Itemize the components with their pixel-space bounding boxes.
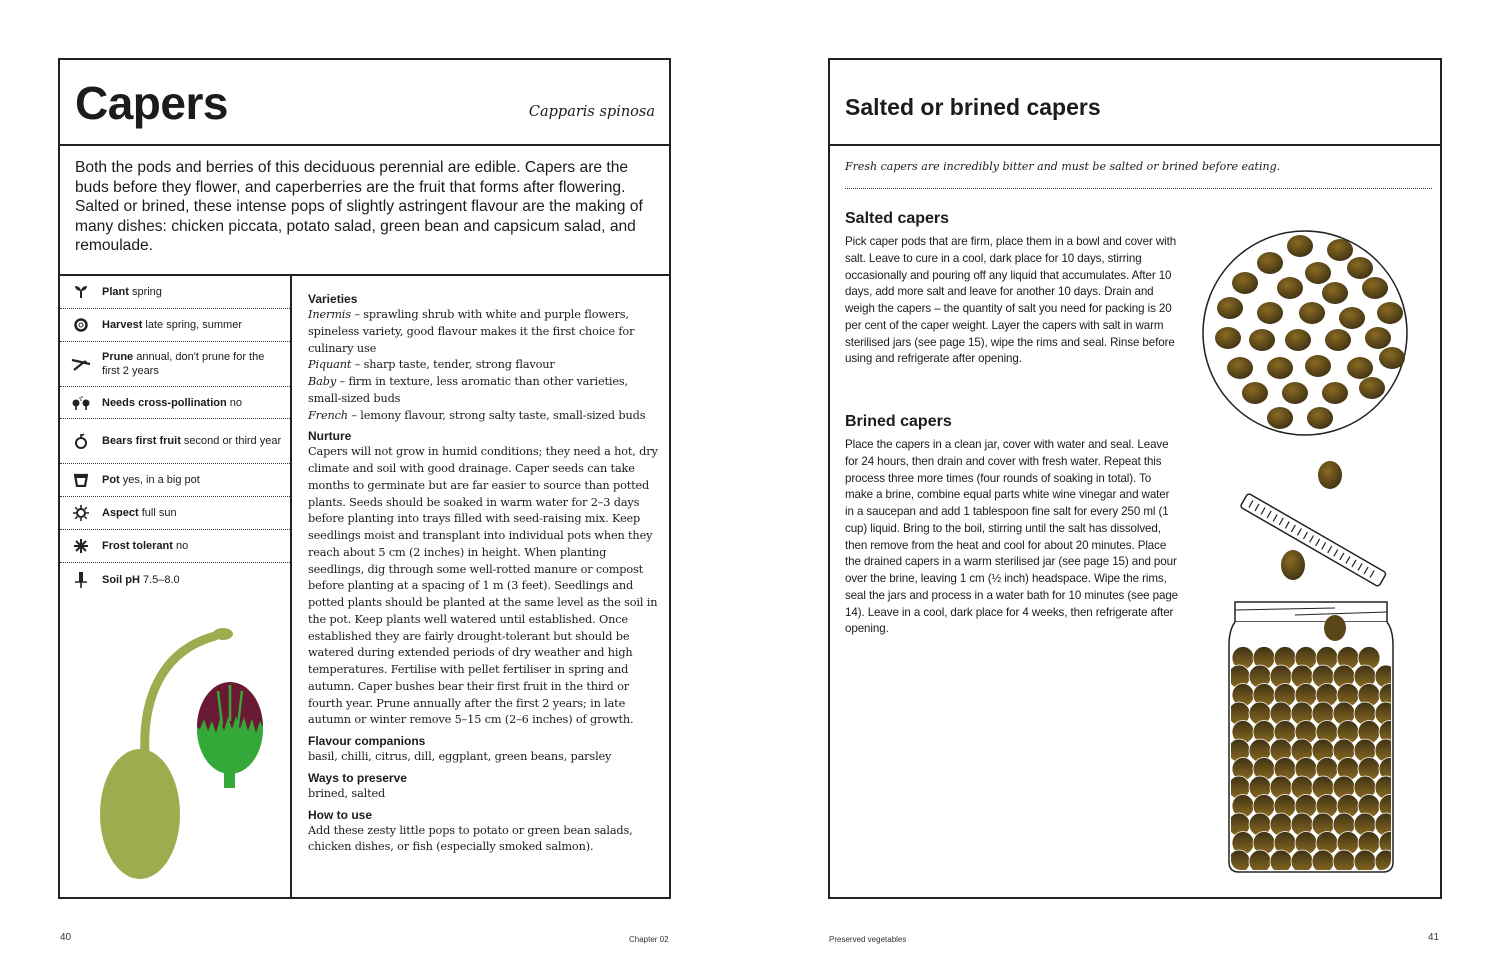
fact-text bbox=[102, 506, 177, 520]
variety-desc: – sharp taste, tender, strong flavour bbox=[351, 358, 555, 372]
page-title: Capers bbox=[75, 77, 228, 129]
caperberry-icon bbox=[100, 749, 180, 879]
variety-name: Piquant bbox=[308, 358, 352, 372]
fact-value: yes, in a big pot bbox=[119, 474, 200, 486]
fact-value: late spring, summer bbox=[142, 319, 243, 331]
how-to-use-heading: How to use bbox=[308, 807, 373, 822]
harvest-ring-icon bbox=[70, 318, 92, 332]
fact-text bbox=[102, 473, 200, 487]
soil-probe-icon bbox=[70, 572, 92, 588]
fact-text bbox=[102, 318, 242, 332]
fact-row bbox=[60, 276, 290, 309]
variety-item bbox=[308, 408, 659, 425]
fact-text bbox=[102, 573, 180, 587]
fact-label: Bears first fruit bbox=[102, 435, 181, 447]
salted-capers-body: Pick caper pods that are firm, place them in a bowl and cover with salt. Leave to cure in a cool, dark place for 10 days, stirring occasionally and pouring off any liquid that accumulates. After 10 days, add more salt and leave for another 10 days. Drain and weigh the capers – the quantity of salt you need for packing is 20 per cent of the caper weight. Layer the capers with salt in warm sterilised jars (see page 15), wipe the rims and seal. Rinse before using and refrigerate after opening. bbox=[845, 235, 1177, 366]
subtitle: Fresh capers are incredibly bitter and must be salted or brined before eating. bbox=[845, 160, 1281, 173]
variety-item bbox=[308, 357, 659, 374]
snowflake-icon bbox=[70, 539, 92, 553]
varieties-list bbox=[308, 307, 659, 424]
capers-profile-panel bbox=[58, 58, 671, 899]
fact-row bbox=[60, 464, 290, 497]
details-section bbox=[60, 276, 669, 897]
sun-icon bbox=[70, 505, 92, 521]
fact-label: Harvest bbox=[102, 319, 143, 331]
flavour-companions-body: basil, chilli, citrus, dill, eggplant, green beans, parsley bbox=[308, 750, 612, 763]
fact-row bbox=[60, 530, 290, 563]
variety-desc: – lemony flavour, strong salty taste, small-sized buds bbox=[347, 408, 646, 422]
nurture-heading: Nurture bbox=[308, 429, 352, 444]
pot-icon bbox=[70, 473, 92, 487]
nurture-body: Capers will not grow in humid conditions; they need a hot, dry climate and soil with good drainage. Caper seeds can take months to germinate but are far easier to source than potted plants. Seeds should be soaked in warm water for 2–3 days before planting into trays filled with seed-raising mix. Keep seedlings moist and transplant into individual pots when they reach about 5 cm (2 inches) in height. When planting seedlings, dig through some well-rotted manure or compost before planting at a spacing of 1 m (3 feet). Seedlings and potted plants should be planted at the same level as the soil in the pot. Keep plants well watered until established. Once established they are fairly drought-tolerant but should be watered during extended periods of dry weather and high temperatures. Fertilise with pellet fertiliser in spring and autumn. Caper bushes bear their first fruit in the third or fourth year. Prune annually after the first 2 years; in late autumn or winter remove 5–15 cm (2–6 inches) of growth. bbox=[308, 445, 658, 727]
brined-capers-jar-illustration bbox=[1225, 600, 1400, 875]
caper-illustration bbox=[90, 621, 270, 891]
fact-label: Plant bbox=[102, 286, 129, 298]
fact-row bbox=[60, 419, 290, 464]
fact-text bbox=[102, 396, 242, 410]
variety-desc: – sprawling shrub with white and purple flowers, spineless variety, good flavour makes it the first choice for culinary use bbox=[308, 308, 635, 355]
salted-capers-bowl-illustration bbox=[1200, 228, 1410, 438]
fact-row bbox=[60, 342, 290, 387]
main-column bbox=[293, 276, 669, 897]
variety-name: French bbox=[308, 408, 348, 422]
fact-text bbox=[102, 285, 162, 299]
fact-value: 7.5–8.0 bbox=[139, 573, 180, 586]
jar-lid-and-falling-capers bbox=[1230, 455, 1410, 615]
caper-bud-icon bbox=[197, 682, 263, 788]
page-title: Salted or brined capers bbox=[845, 94, 1101, 120]
facts-column bbox=[60, 276, 292, 897]
fact-row bbox=[60, 387, 290, 419]
fact-row bbox=[60, 497, 290, 530]
intro-paragraph: Both the pods and berries of this deciduous perennial are edible. Capers are the buds before they flower, and caperberries are the fruit that forms after flowering. Salted or brined, these intense pops of slightly astringent flavour are the making of many dishes: chicken piccata, potato salad, green bean and capsicum salad, and remoulade. bbox=[60, 146, 669, 276]
brined-capers-body: Place the capers in a clean jar, cover with water and seal. Leave for 24 hours, then drain and cover with fresh water. Repeat this process three more times (four rounds of soaking in total). To make a brine, combine equal parts white wine vinegar and water in a saucepan and add 1 tablespoon fine salt for every 250 ml (1 cup) liquid. Bring to the boil, stirring until the salt has dissolved, then remove from the heat and cool for about 20 minutes. Place the drained capers in a warm sterilised jar (see page 15) and pour over the brine, leaving 1 cm (½ inch) headspace. Wipe the rims, seal the jars and process in a water bath for 10 minutes (see page 14). Leave in a cool, dark place for 4 weeks, then refrigerate after opening. bbox=[845, 438, 1179, 636]
fruit-icon bbox=[70, 433, 92, 449]
fact-value: no bbox=[172, 540, 189, 552]
salted-capers-heading: Salted capers bbox=[845, 210, 950, 227]
sprout-icon bbox=[70, 285, 92, 299]
preserving-method-panel bbox=[828, 58, 1442, 899]
fact-label: Soil pH bbox=[102, 573, 140, 586]
title-row bbox=[830, 60, 1440, 146]
brined-capers-section bbox=[845, 413, 1180, 638]
running-footer-right: Preserved vegetables bbox=[829, 935, 907, 944]
fact-label: Prune bbox=[102, 351, 134, 363]
fact-text bbox=[102, 539, 188, 553]
title-row bbox=[60, 60, 669, 146]
fact-label: Needs cross-pollination bbox=[102, 396, 227, 409]
jar-lid-icon bbox=[1240, 493, 1387, 587]
page-number-left: 40 bbox=[60, 932, 72, 943]
variety-item bbox=[308, 374, 659, 408]
ways-to-preserve-heading: Ways to preserve bbox=[308, 770, 407, 785]
variety-item bbox=[308, 307, 659, 357]
dotted-divider bbox=[845, 188, 1432, 189]
fact-row bbox=[60, 563, 290, 596]
fact-value: spring bbox=[128, 286, 162, 298]
latin-name: Capparis spinosa bbox=[528, 104, 655, 120]
variety-name: Inermis bbox=[308, 308, 351, 321]
variety-desc: – firm in texture, less aromatic than other varieties, small-sized buds bbox=[308, 375, 628, 405]
variety-name: Baby bbox=[308, 375, 337, 388]
page-number-right: 41 bbox=[1428, 932, 1440, 943]
facts-list bbox=[60, 276, 290, 596]
fact-text bbox=[102, 350, 282, 378]
running-footer-left: Chapter 02 bbox=[629, 935, 669, 944]
varieties-heading: Varieties bbox=[308, 292, 358, 306]
salted-capers-section bbox=[845, 210, 1180, 368]
flavour-companions-heading: Flavour companions bbox=[308, 734, 426, 748]
fact-text bbox=[102, 434, 281, 448]
fact-value: second or third year bbox=[180, 435, 282, 447]
fact-value: full sun bbox=[138, 507, 177, 519]
fact-row bbox=[60, 309, 290, 342]
fact-value: annual, don't prune for the first 2 years bbox=[102, 351, 265, 377]
fact-label: Aspect bbox=[102, 507, 139, 519]
brined-capers-heading: Brined capers bbox=[845, 413, 952, 430]
fact-label: Pot bbox=[102, 474, 120, 486]
ways-to-preserve-body: brined, salted bbox=[308, 786, 386, 800]
how-to-use-body: Add these zesty little pops to potato or green bean salads, chicken dishes, or fish (especially smoked salmon). bbox=[308, 823, 633, 854]
fact-label: Frost tolerant bbox=[102, 540, 173, 552]
pruning-shears-icon bbox=[70, 357, 92, 371]
fact-value: no bbox=[226, 396, 242, 409]
pollination-icon bbox=[70, 396, 92, 410]
